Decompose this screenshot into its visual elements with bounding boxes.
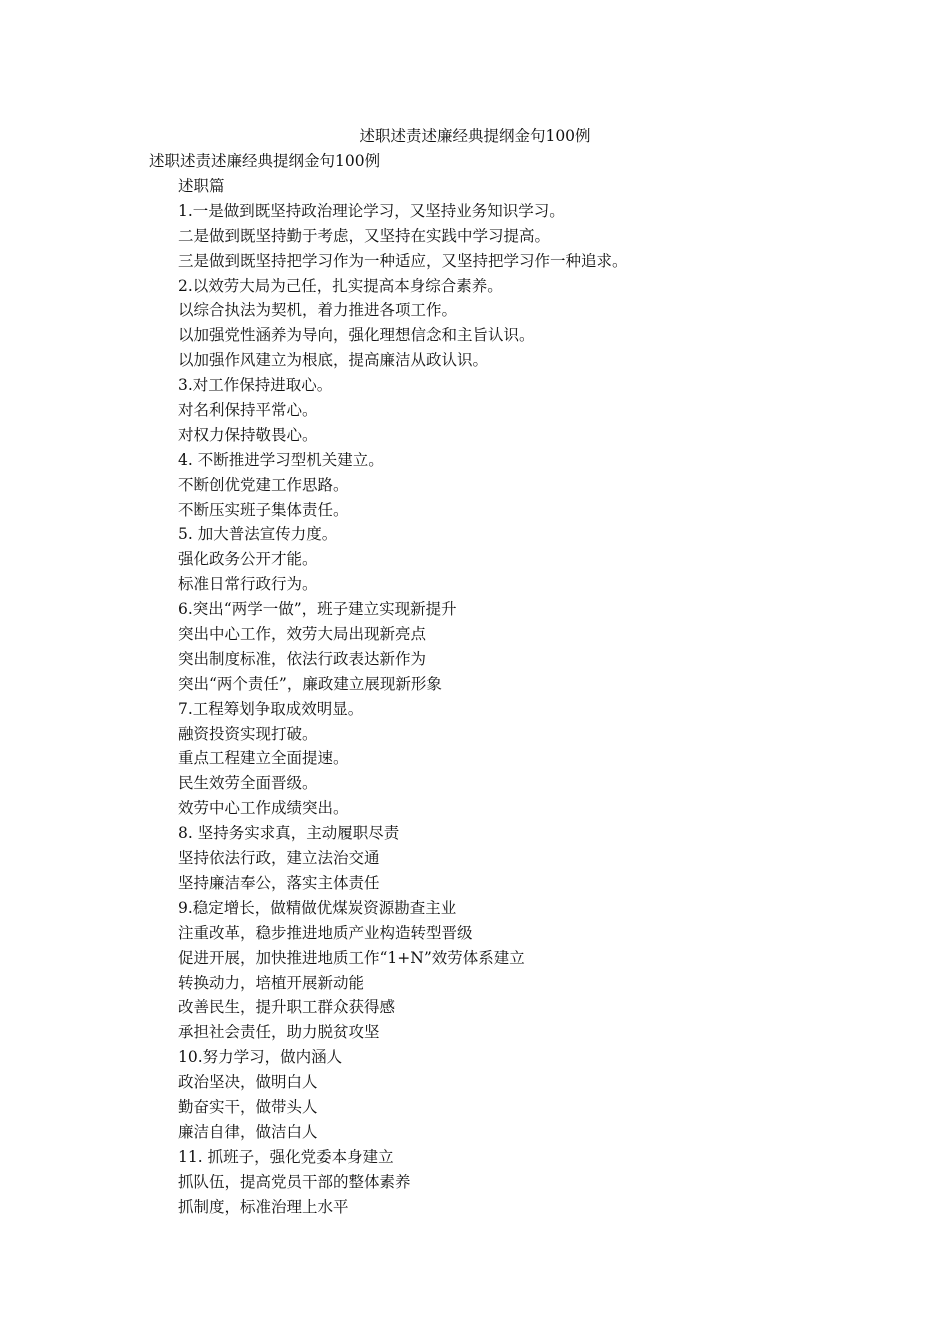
document-title: 述职述责述廉经典提纲金句100例 (359, 127, 591, 145)
text-line: 11. 抓班子，强化党委本身建立 (178, 1147, 394, 1166)
text-line: 8. 坚持务实求真，主动履职尽责 (178, 824, 400, 843)
text-line: 10.努力学习，做内涵人 (178, 1048, 343, 1067)
text-line: 二是做到既坚持勤于考虑，又坚持在实践中学习提高。 (178, 226, 551, 245)
text-line: 7.工程筹划争取成效明显。 (178, 699, 364, 718)
document-body (178, 174, 628, 1219)
text-line: 3.对工作保持进取心。 (178, 376, 333, 395)
text-line: 抓制度，标准治理上水平 (178, 1197, 349, 1216)
text-line: 以综合执法为契机，着力推进各项工作。 (178, 301, 458, 320)
text-line: 承担社会责任，助力脱贫攻坚 (178, 1023, 380, 1042)
text-line: 重点工程建立全面提速。 (178, 749, 349, 768)
text-line: 效劳中心工作成绩突出。 (178, 799, 349, 818)
text-line: 4. 不断推进学习型机关建立。 (178, 450, 384, 469)
text-line: 不断创优党建工作思路。 (178, 475, 349, 494)
text-line: 6.突出“两学一做”，班子建立实现新提升 (178, 600, 457, 619)
text-line: 不断压实班子集体责任。 (178, 500, 349, 519)
text-line: 政治坚决，做明白人 (178, 1073, 318, 1092)
text-line: 突出中心工作，效劳大局出现新亮点 (178, 625, 427, 644)
text-line: 以加强党性涵养为导向，强化理想信念和主旨认识。 (178, 326, 535, 345)
text-line: 勤奋实干，做带头人 (178, 1097, 318, 1116)
document-subtitle: 述职述责述廉经典提纲金句100例 (149, 152, 381, 170)
text-line: 强化政务公开才能。 (178, 550, 318, 569)
text-line: 突出制度标准，依法行政表达新作为 (178, 649, 427, 668)
text-line: 抓队伍，提高党员干部的整体素养 (178, 1172, 411, 1191)
text-line: 促进开展，加快推进地质工作“1+N”效劳体系建立 (178, 948, 525, 967)
text-line: 5. 加大普法宣传力度。 (178, 525, 338, 544)
text-line: 廉洁自律，做洁白人 (178, 1122, 318, 1141)
text-line: 改善民生，提升职工群众获得感 (178, 998, 396, 1017)
text-line: 以加强作风建立为根底，提高廉洁从政认识。 (178, 351, 489, 370)
text-line: 述职篇 (178, 177, 225, 195)
text-line: 1.一是做到既坚持政治理论学习，又坚持业务知识学习。 (178, 201, 565, 220)
text-line: 转换动力，培植开展新动能 (178, 973, 365, 992)
text-line: 坚持廉洁奉公，落实主体责任 (178, 873, 380, 892)
text-line: 标准日常行政行为。 (178, 575, 318, 594)
text-line: 2.以效劳大局为己任，扎实提高本身综合素养。 (178, 276, 503, 295)
text-line: 突出“两个责任”，廉政建立展现新形象 (178, 674, 442, 693)
text-line: 坚持依法行政，建立法治交通 (178, 849, 380, 868)
text-line: 民生效劳全面晋级。 (178, 774, 318, 793)
text-line: 注重改革，稳步推进地质产业构造转型晋级 (178, 923, 473, 942)
text-line: 对权力保持敬畏心。 (178, 425, 318, 444)
text-line: 9.稳定增长，做精做优煤炭资源勘查主业 (178, 898, 457, 917)
text-line: 三是做到既坚持把学习作为一种适应，又坚持把学习作一种追求。 (178, 251, 628, 270)
text-line: 对名利保持平常心。 (178, 401, 318, 420)
text-line: 融资投资实现打破。 (178, 724, 318, 743)
